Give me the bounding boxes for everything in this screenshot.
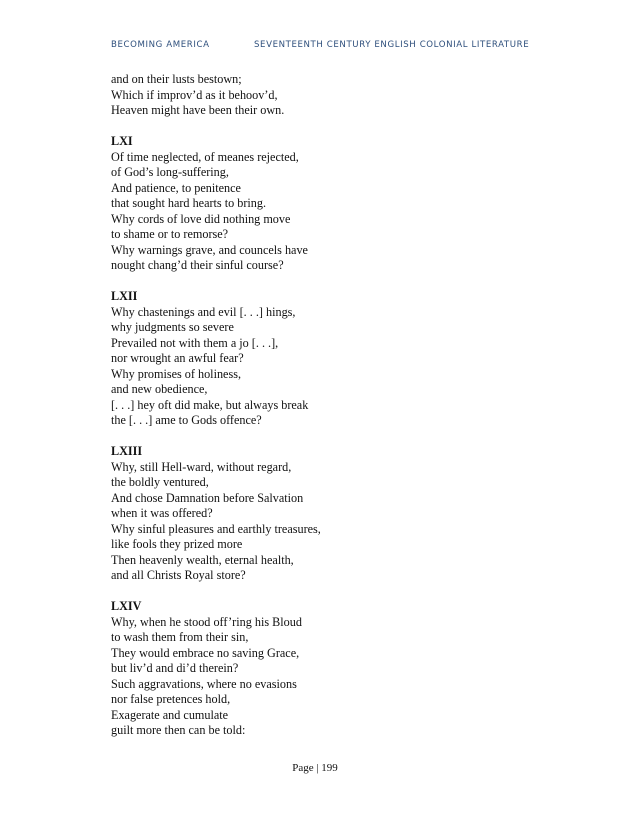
- poem-line: nought chang’d their sinful course?: [111, 258, 284, 272]
- poem-line: and on their lusts bestown;: [111, 72, 242, 86]
- poem-line: Exagerate and cumulate: [111, 707, 229, 722]
- poem-line: the [. . .] ame to Gods offence?: [111, 413, 262, 427]
- poem-line: of God’s long-suffering,: [111, 165, 229, 179]
- poem-line: to wash them from their sin,: [111, 630, 249, 644]
- stanza-lxi: [111, 134, 531, 274]
- stanza-lxiv: [111, 599, 531, 739]
- poem-line: Why, still Hell-ward, without regard,: [111, 459, 292, 474]
- poem-line: Why warnings grave, and councels have: [111, 242, 308, 257]
- poem-line: Why promises of holiness,: [111, 366, 241, 381]
- poem-line: Heaven might have been their own.: [111, 103, 285, 117]
- poem-line: like fools they prized more: [111, 537, 243, 551]
- poem-line: Why sinful pleasures and earthly treasures,: [111, 521, 321, 536]
- poem-line: when it was offered?: [111, 506, 213, 520]
- stanza-lxii: [111, 289, 531, 429]
- poem-line: Why cords of love did nothing move: [111, 211, 291, 226]
- page-footer: [0, 762, 630, 774]
- poem-line: And chose Damnation before Salvation: [111, 490, 304, 505]
- stanza-lxiii: [111, 444, 531, 584]
- header-section-title: SEVENTEENTH CENTURY ENGLISH COLONIAL LITERATURE: [254, 40, 530, 50]
- poem-line: Why chastenings and evil [. . .] hings,: [111, 304, 296, 319]
- poem-line: And patience, to penitence: [111, 180, 241, 195]
- stanza-heading: LXIII: [111, 444, 143, 458]
- poem-line: Prevailed not with them a jo [. . .],: [111, 335, 279, 350]
- header-book-title: BECOMING AMERICA: [111, 40, 210, 50]
- stanza-heading: LXII: [111, 289, 138, 303]
- poem-line: They would embrace no saving Grace,: [111, 645, 300, 660]
- poem-line: nor wrought an awful fear?: [111, 351, 244, 365]
- stanza-heading: LXI: [111, 134, 133, 148]
- intro-lines: [111, 72, 531, 119]
- poem-line: why judgments so severe: [111, 320, 234, 334]
- poem-line: [. . .] hey oft did make, but always break: [111, 397, 309, 412]
- poem-line: but liv’d and di’d therein?: [111, 661, 239, 675]
- poem-line: and all Christs Royal store?: [111, 568, 246, 582]
- poem-line: Such aggravations, where no evasions: [111, 676, 297, 691]
- page-number: Page | 199: [292, 762, 338, 774]
- poem-line: Which if improv’d as it behoov’d,: [111, 87, 278, 102]
- poem-line: and new obedience,: [111, 382, 208, 396]
- poem-line: Then heavenly wealth, eternal health,: [111, 552, 294, 567]
- poem-body: [111, 72, 531, 739]
- poem-line: that sought hard hearts to bring.: [111, 196, 267, 210]
- poem-line: the boldly ventured,: [111, 475, 209, 489]
- poem-line: guilt more then can be told:: [111, 723, 246, 737]
- poem-line: Of time neglected, of meanes rejected,: [111, 149, 299, 164]
- stanza-heading: LXIV: [111, 599, 142, 613]
- poem-line: nor false pretences hold,: [111, 692, 231, 706]
- poem-line: to shame or to remorse?: [111, 227, 229, 241]
- poem-line: Why, when he stood off’ring his Bloud: [111, 614, 302, 629]
